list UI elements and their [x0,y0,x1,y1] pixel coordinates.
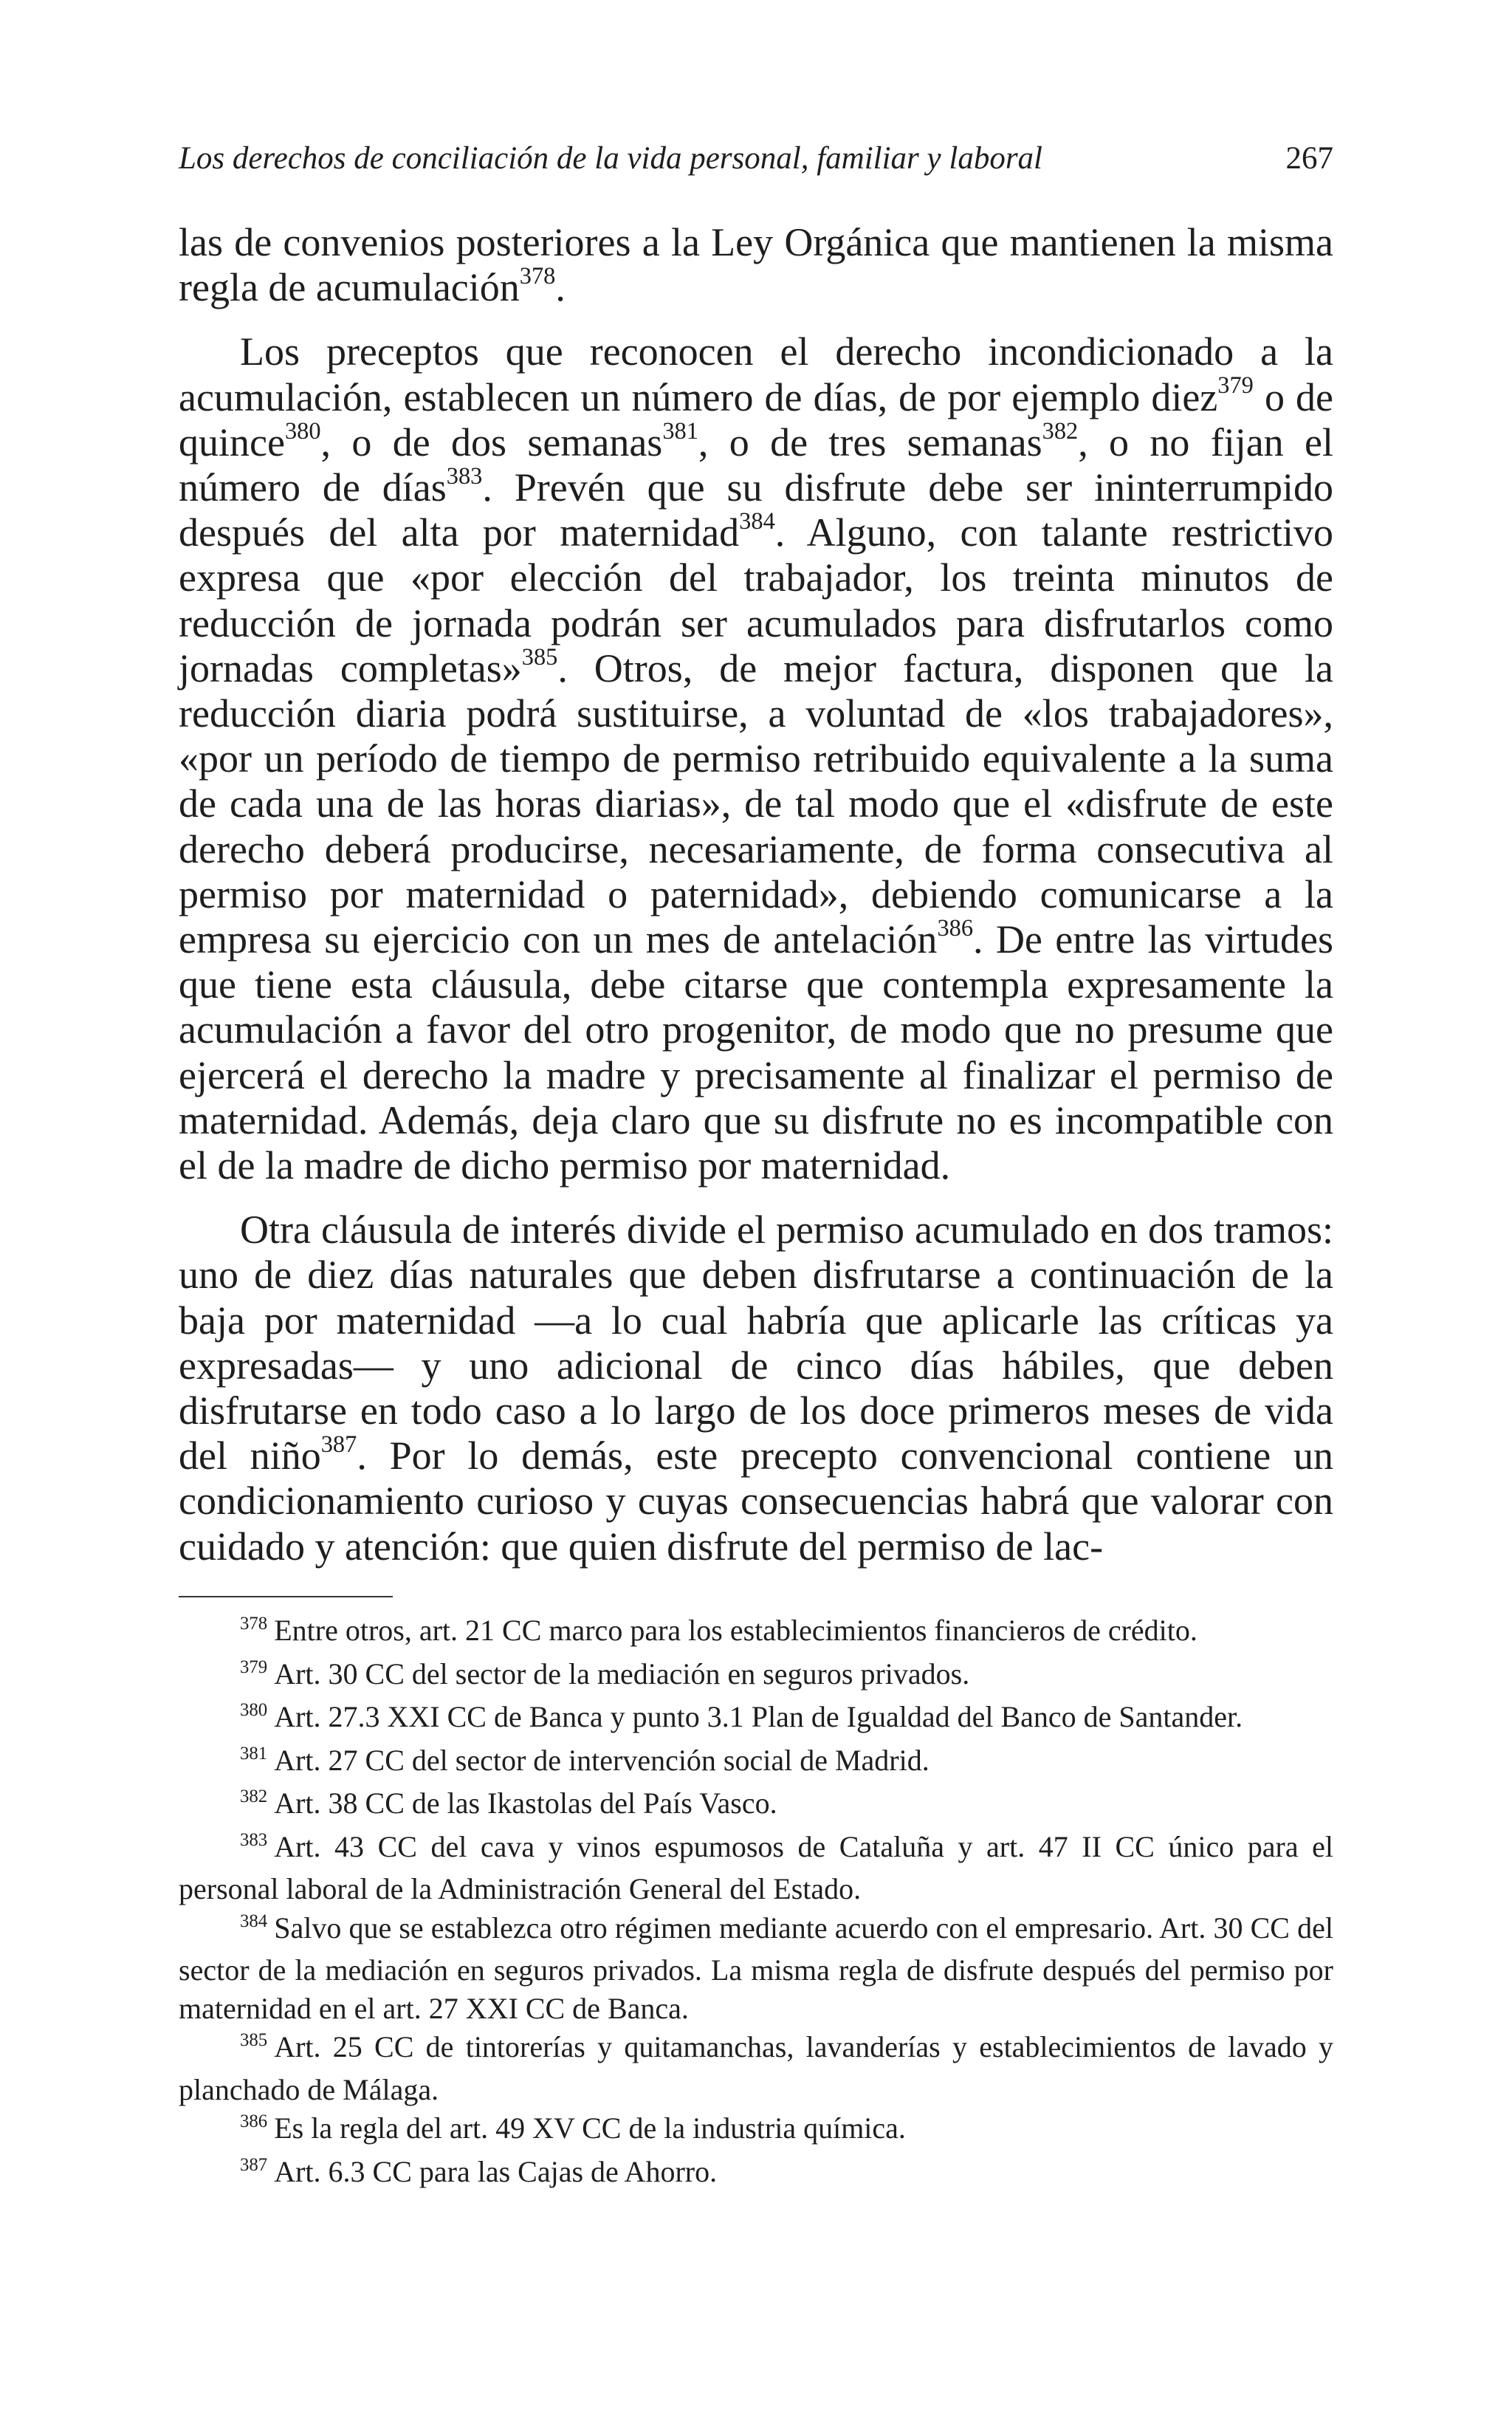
paragraph-text: . Prevén que su disfrute debe ser ininterrumpido después del alta por maternidad [179,465,1334,555]
paragraph-text: . De entre las virtudes que tiene esta cláusula, debe citarse que contempla expresamente la acumulación a favor del otro progenitor, de modo que no presume que ejercerá el derecho la madre y precisamente al finalizar el permiso de maternidad. Además, deja claro que su disfrute no es incompatible con el de la madre de dicho permiso por maternidad. [179,917,1333,1188]
paragraph-3 [179,1207,1333,1569]
footnote-text: Art. 38 CC de las Ikastolas del País Vasco. [274,1786,777,1820]
paragraph-text: . [555,265,566,310]
footnote [179,1784,1333,1827]
page-number: 267 [1285,141,1333,176]
footnote-number: 387 [240,2154,268,2175]
paragraph-text: Los preceptos que reconocen el derecho incondicionado a la acumulación, establecen un número de días, de por ejemplo diez [179,329,1333,419]
footnote [179,1909,1333,2028]
footnote [179,1698,1333,1741]
footnote-ref: 380 [284,417,321,445]
footnote [179,1655,1333,1698]
footnote-number: 379 [240,1656,268,1677]
paragraph-text: , o de tres semanas [698,419,1042,465]
footnote-text: Art. 25 CC de tintorerías y quitamanchas, lavanderías y establecimientos de lavado y planchado de Málaga. [179,2030,1333,2106]
footnote [179,1611,1333,1654]
footnotes [179,1611,1333,2196]
footnote [179,2153,1333,2196]
footnote-ref: 385 [521,643,558,671]
paragraph-text: Otra cláusula de interés divide el permiso acumulado en dos tramos: uno de diez días naturales que deben disfrutarse a continuación de la baja por maternidad —a lo cual habría que aplicarle las críticas ya expresadas— y uno adicional de cinco días hábiles, que deben disfrutarse en todo caso a lo largo de los doce primeros meses de vida del niño [179,1207,1333,1479]
footnote-number: 381 [240,1743,268,1764]
paragraph-text: . Alguno, con talante restrictivo expresa que «por elección del trabajador, los treinta minutos de reducción de jornada podrán ser acumulados para disfrutarlos como jornadas completas» [179,510,1333,691]
footnote [179,1828,1333,1908]
footnote-text: Salvo que se establezca otro régimen mediante acuerdo con el empresario. Art. 30 CC del sector de la mediación en seguros privados. La misma regla de disfrute después del permiso por maternidad en el art. 27 XXI CC de Banca. [179,1911,1333,2025]
footnote-separator [179,1596,393,1597]
footnote-ref: 384 [739,507,775,535]
footnote-text: Es la regla del art. 49 XV CC de la industria química. [274,2111,906,2145]
running-header [179,137,1333,181]
footnote-ref: 383 [446,462,483,490]
footnote-ref: 382 [1042,417,1079,445]
footnote-ref: 379 [1217,372,1254,400]
footnote-ref: 386 [937,914,974,942]
main-text [179,220,1333,1569]
paragraph-text: , o no fijan el número de días [179,419,1333,510]
footnote-text: Art. 27 CC del sector de intervención social de Madrid. [274,1743,929,1777]
footnote-text: Art. 43 CC del cava y vinos espumosos de Cataluña y art. 47 II CC único para el personal laboral de la Administración General del Estado. [179,1829,1333,1905]
footnote-number: 382 [240,1786,268,1807]
footnote-number: 378 [240,1614,268,1634]
footnote-ref: 381 [662,417,698,445]
footnote [179,1741,1333,1784]
footnote-number: 385 [240,2030,268,2051]
footnote-text: Entre otros, art. 21 CC marco para los establecimientos financieros de crédito. [274,1614,1197,1647]
footnote-text: Art. 27.3 XXI CC de Banca y punto 3.1 Plan de Igualdad del Banco de Santander. [274,1700,1243,1733]
footnote-ref: 387 [320,1431,357,1458]
paragraph-text: . Por lo demás, este precepto convencional contiene un condicionamiento curioso y cuyas consecuencias habrá que valorar con cuidado y atención: que quien disfrute del permiso de lac- [179,1433,1333,1569]
footnote-number: 386 [240,2111,268,2132]
paragraph-text: o de quince [179,374,1334,465]
footnote-number: 380 [240,1700,268,1721]
footnote-text: Art. 6.3 CC para las Cajas de Ahorro. [274,2154,718,2188]
paragraph-text: , o de dos semanas [320,419,663,465]
footnote-number: 384 [240,1911,268,1931]
paragraph-text: . Otros, de mejor factura, disponen que la reducción diaria podrá sustituirse, a voluntad de «los trabajadores», «por un período de tiempo de permiso retribuido equivalente a la suma de cada una de las horas diarias», de tal modo que el «disfrute de este derecho deberá producirse, necesariamente, de forma consecutiva al permiso por maternidad o paternidad», debiendo comunicarse a la empresa su ejercicio con un mes de antelación [179,645,1333,962]
paragraph-2 [179,329,1333,1188]
paragraph-1 [179,220,1333,310]
running-title: Los derechos de conciliación de la vida personal, familiar y laboral [179,141,1043,176]
footnote [179,2109,1333,2152]
footnote-ref: 378 [519,262,556,289]
footnote-text: Art. 30 CC del sector de la mediación en seguros privados. [274,1656,970,1690]
footnote-number: 383 [240,1829,268,1850]
footnote [179,2028,1333,2108]
paragraph-text: las de convenios posteriores a la Ley Orgánica que mantienen la misma regla de acumulación [179,220,1333,310]
